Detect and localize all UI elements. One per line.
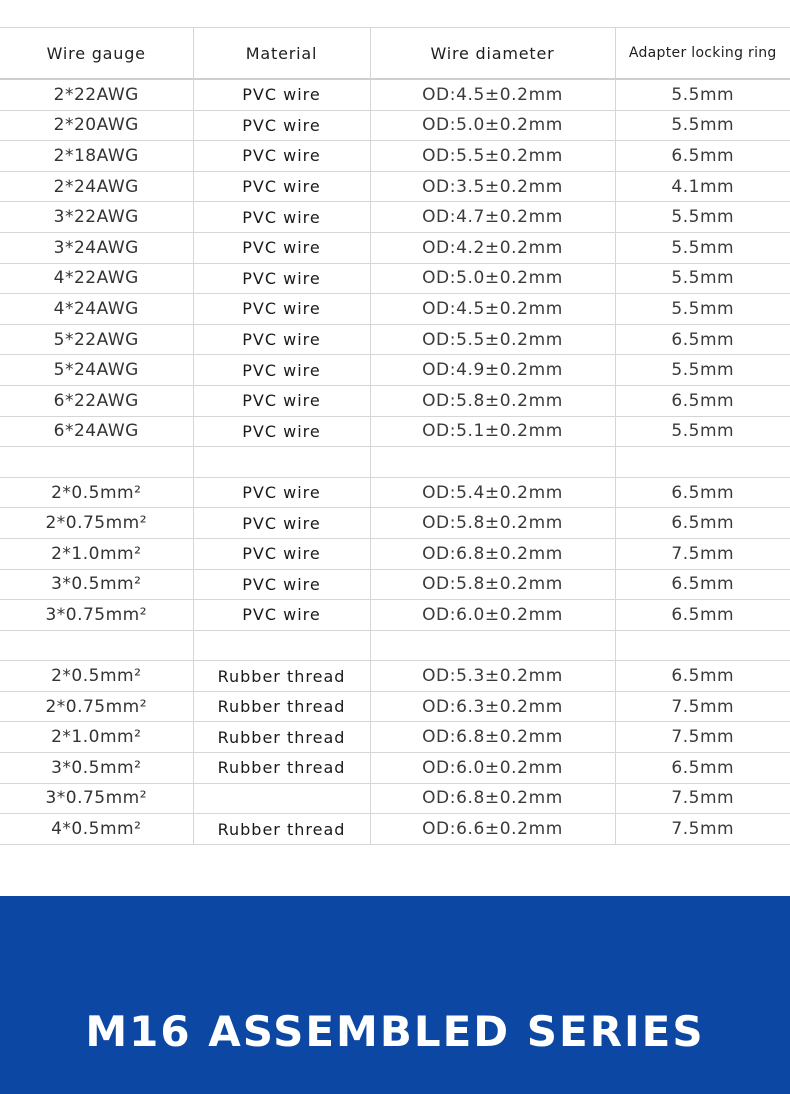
cell-locking-ring: 5.5mm — [615, 202, 790, 233]
cell-material: PVC wire — [193, 110, 370, 141]
table-row — [0, 722, 790, 753]
cell-wire-diameter: OD:5.8±0.2mm — [370, 569, 615, 600]
cell-wire-diameter: OD:5.5±0.2mm — [370, 141, 615, 172]
wire-spec-table — [0, 28, 790, 845]
cell-wire-gauge: 2*1.0mm² — [0, 722, 193, 753]
table-row — [0, 416, 790, 447]
cell-wire-diameter — [370, 447, 615, 478]
cell-material: PVC wire — [193, 79, 370, 110]
cell-material: Rubber thread — [193, 722, 370, 753]
cell-wire-gauge: 3*22AWG — [0, 202, 193, 233]
cell-wire-gauge: 2*22AWG — [0, 79, 193, 110]
cell-wire-diameter — [370, 630, 615, 661]
cell-locking-ring — [615, 630, 790, 661]
cell-wire-gauge: 4*24AWG — [0, 294, 193, 325]
cell-locking-ring: 6.5mm — [615, 661, 790, 692]
cell-locking-ring: 7.5mm — [615, 722, 790, 753]
table-row — [0, 630, 790, 661]
table-row — [0, 508, 790, 539]
header-adapter-locking-ring: Adapter locking ring — [615, 28, 790, 79]
cell-locking-ring: 6.5mm — [615, 141, 790, 172]
table-header-row — [0, 28, 790, 79]
cell-material: PVC wire — [193, 171, 370, 202]
cell-material: PVC wire — [193, 569, 370, 600]
cell-material — [193, 783, 370, 814]
cell-material: Rubber thread — [193, 661, 370, 692]
table-row — [0, 263, 790, 294]
cell-locking-ring: 6.5mm — [615, 600, 790, 631]
cell-material: Rubber thread — [193, 753, 370, 784]
cell-wire-diameter: OD:5.0±0.2mm — [370, 110, 615, 141]
cell-material: PVC wire — [193, 355, 370, 386]
table-row — [0, 783, 790, 814]
cell-wire-gauge: 4*0.5mm² — [0, 814, 193, 845]
cell-locking-ring: 5.5mm — [615, 79, 790, 110]
table-row — [0, 477, 790, 508]
series-banner — [0, 896, 790, 1094]
cell-wire-diameter: OD:5.5±0.2mm — [370, 324, 615, 355]
cell-wire-diameter: OD:5.8±0.2mm — [370, 508, 615, 539]
cell-wire-diameter: OD:6.3±0.2mm — [370, 691, 615, 722]
cell-wire-diameter: OD:4.9±0.2mm — [370, 355, 615, 386]
cell-locking-ring: 6.5mm — [615, 753, 790, 784]
table-row — [0, 385, 790, 416]
cell-wire-gauge — [0, 630, 193, 661]
cell-material: PVC wire — [193, 232, 370, 263]
cell-wire-gauge: 4*22AWG — [0, 263, 193, 294]
cell-locking-ring: 6.5mm — [615, 569, 790, 600]
cell-wire-gauge: 2*24AWG — [0, 171, 193, 202]
cell-material: Rubber thread — [193, 691, 370, 722]
cell-wire-gauge: 3*0.75mm² — [0, 600, 193, 631]
table-row — [0, 355, 790, 386]
cell-material: PVC wire — [193, 141, 370, 172]
header-material: Material — [193, 28, 370, 79]
cell-wire-gauge: 5*22AWG — [0, 324, 193, 355]
table-row — [0, 141, 790, 172]
table-row — [0, 753, 790, 784]
cell-locking-ring: 6.5mm — [615, 324, 790, 355]
cell-wire-gauge: 6*24AWG — [0, 416, 193, 447]
cell-material: PVC wire — [193, 294, 370, 325]
cell-wire-gauge: 2*0.5mm² — [0, 661, 193, 692]
cell-wire-diameter: OD:4.7±0.2mm — [370, 202, 615, 233]
table-row — [0, 324, 790, 355]
cell-material: PVC wire — [193, 202, 370, 233]
cell-wire-gauge: 5*24AWG — [0, 355, 193, 386]
cell-material — [193, 630, 370, 661]
header-wire-gauge: Wire gauge — [0, 28, 193, 79]
cell-wire-gauge: 2*0.75mm² — [0, 691, 193, 722]
table-row — [0, 294, 790, 325]
cell-wire-diameter: OD:6.8±0.2mm — [370, 783, 615, 814]
table-row — [0, 447, 790, 478]
cell-material: PVC wire — [193, 416, 370, 447]
cell-wire-diameter: OD:6.6±0.2mm — [370, 814, 615, 845]
table-row — [0, 691, 790, 722]
cell-wire-diameter: OD:4.5±0.2mm — [370, 79, 615, 110]
cell-material: PVC wire — [193, 385, 370, 416]
cell-wire-gauge — [0, 447, 193, 478]
table-row — [0, 79, 790, 110]
header-wire-diameter: Wire diameter — [370, 28, 615, 79]
cell-wire-gauge: 3*24AWG — [0, 232, 193, 263]
cell-wire-diameter: OD:6.8±0.2mm — [370, 722, 615, 753]
cell-locking-ring: 5.5mm — [615, 355, 790, 386]
table-row — [0, 814, 790, 845]
cell-wire-diameter: OD:6.0±0.2mm — [370, 600, 615, 631]
cell-wire-diameter: OD:5.4±0.2mm — [370, 477, 615, 508]
cell-wire-gauge: 2*0.5mm² — [0, 477, 193, 508]
cell-wire-gauge: 2*20AWG — [0, 110, 193, 141]
cell-material: PVC wire — [193, 600, 370, 631]
table-row — [0, 110, 790, 141]
cell-wire-diameter: OD:3.5±0.2mm — [370, 171, 615, 202]
cell-locking-ring: 7.5mm — [615, 538, 790, 569]
cell-wire-gauge: 2*18AWG — [0, 141, 193, 172]
cell-locking-ring: 5.5mm — [615, 232, 790, 263]
cell-locking-ring: 5.5mm — [615, 110, 790, 141]
cell-material — [193, 447, 370, 478]
cell-locking-ring: 5.5mm — [615, 294, 790, 325]
table-row — [0, 661, 790, 692]
cell-wire-gauge: 3*0.5mm² — [0, 753, 193, 784]
cell-wire-gauge: 2*0.75mm² — [0, 508, 193, 539]
table-row — [0, 171, 790, 202]
table-row — [0, 569, 790, 600]
cell-locking-ring: 5.5mm — [615, 416, 790, 447]
cell-locking-ring: 5.5mm — [615, 263, 790, 294]
cell-locking-ring: 7.5mm — [615, 783, 790, 814]
cell-wire-gauge: 2*1.0mm² — [0, 538, 193, 569]
cell-wire-diameter: OD:5.0±0.2mm — [370, 263, 615, 294]
cell-locking-ring: 6.5mm — [615, 508, 790, 539]
cell-wire-gauge: 3*0.75mm² — [0, 783, 193, 814]
cell-wire-gauge: 3*0.5mm² — [0, 569, 193, 600]
table-row — [0, 202, 790, 233]
cell-material: PVC wire — [193, 508, 370, 539]
table-row — [0, 538, 790, 569]
cell-wire-diameter: OD:4.2±0.2mm — [370, 232, 615, 263]
cell-wire-diameter: OD:4.5±0.2mm — [370, 294, 615, 325]
cell-material: PVC wire — [193, 477, 370, 508]
cell-locking-ring — [615, 447, 790, 478]
table-row — [0, 600, 790, 631]
cell-locking-ring: 7.5mm — [615, 814, 790, 845]
cell-material: Rubber thread — [193, 814, 370, 845]
cell-wire-diameter: OD:5.8±0.2mm — [370, 385, 615, 416]
cell-locking-ring: 7.5mm — [615, 691, 790, 722]
cell-wire-diameter: OD:5.3±0.2mm — [370, 661, 615, 692]
cell-locking-ring: 6.5mm — [615, 477, 790, 508]
banner-title: M16 ASSEMBLED SERIES — [85, 1007, 705, 1056]
cell-wire-diameter: OD:5.1±0.2mm — [370, 416, 615, 447]
cell-wire-diameter: OD:6.8±0.2mm — [370, 538, 615, 569]
cell-wire-diameter: OD:6.0±0.2mm — [370, 753, 615, 784]
cell-material: PVC wire — [193, 538, 370, 569]
cell-material: PVC wire — [193, 263, 370, 294]
table-body — [0, 79, 790, 844]
table-row — [0, 232, 790, 263]
cell-locking-ring: 4.1mm — [615, 171, 790, 202]
cell-material: PVC wire — [193, 324, 370, 355]
cell-locking-ring: 6.5mm — [615, 385, 790, 416]
spec-table-container — [0, 27, 790, 845]
cell-wire-gauge: 6*22AWG — [0, 385, 193, 416]
